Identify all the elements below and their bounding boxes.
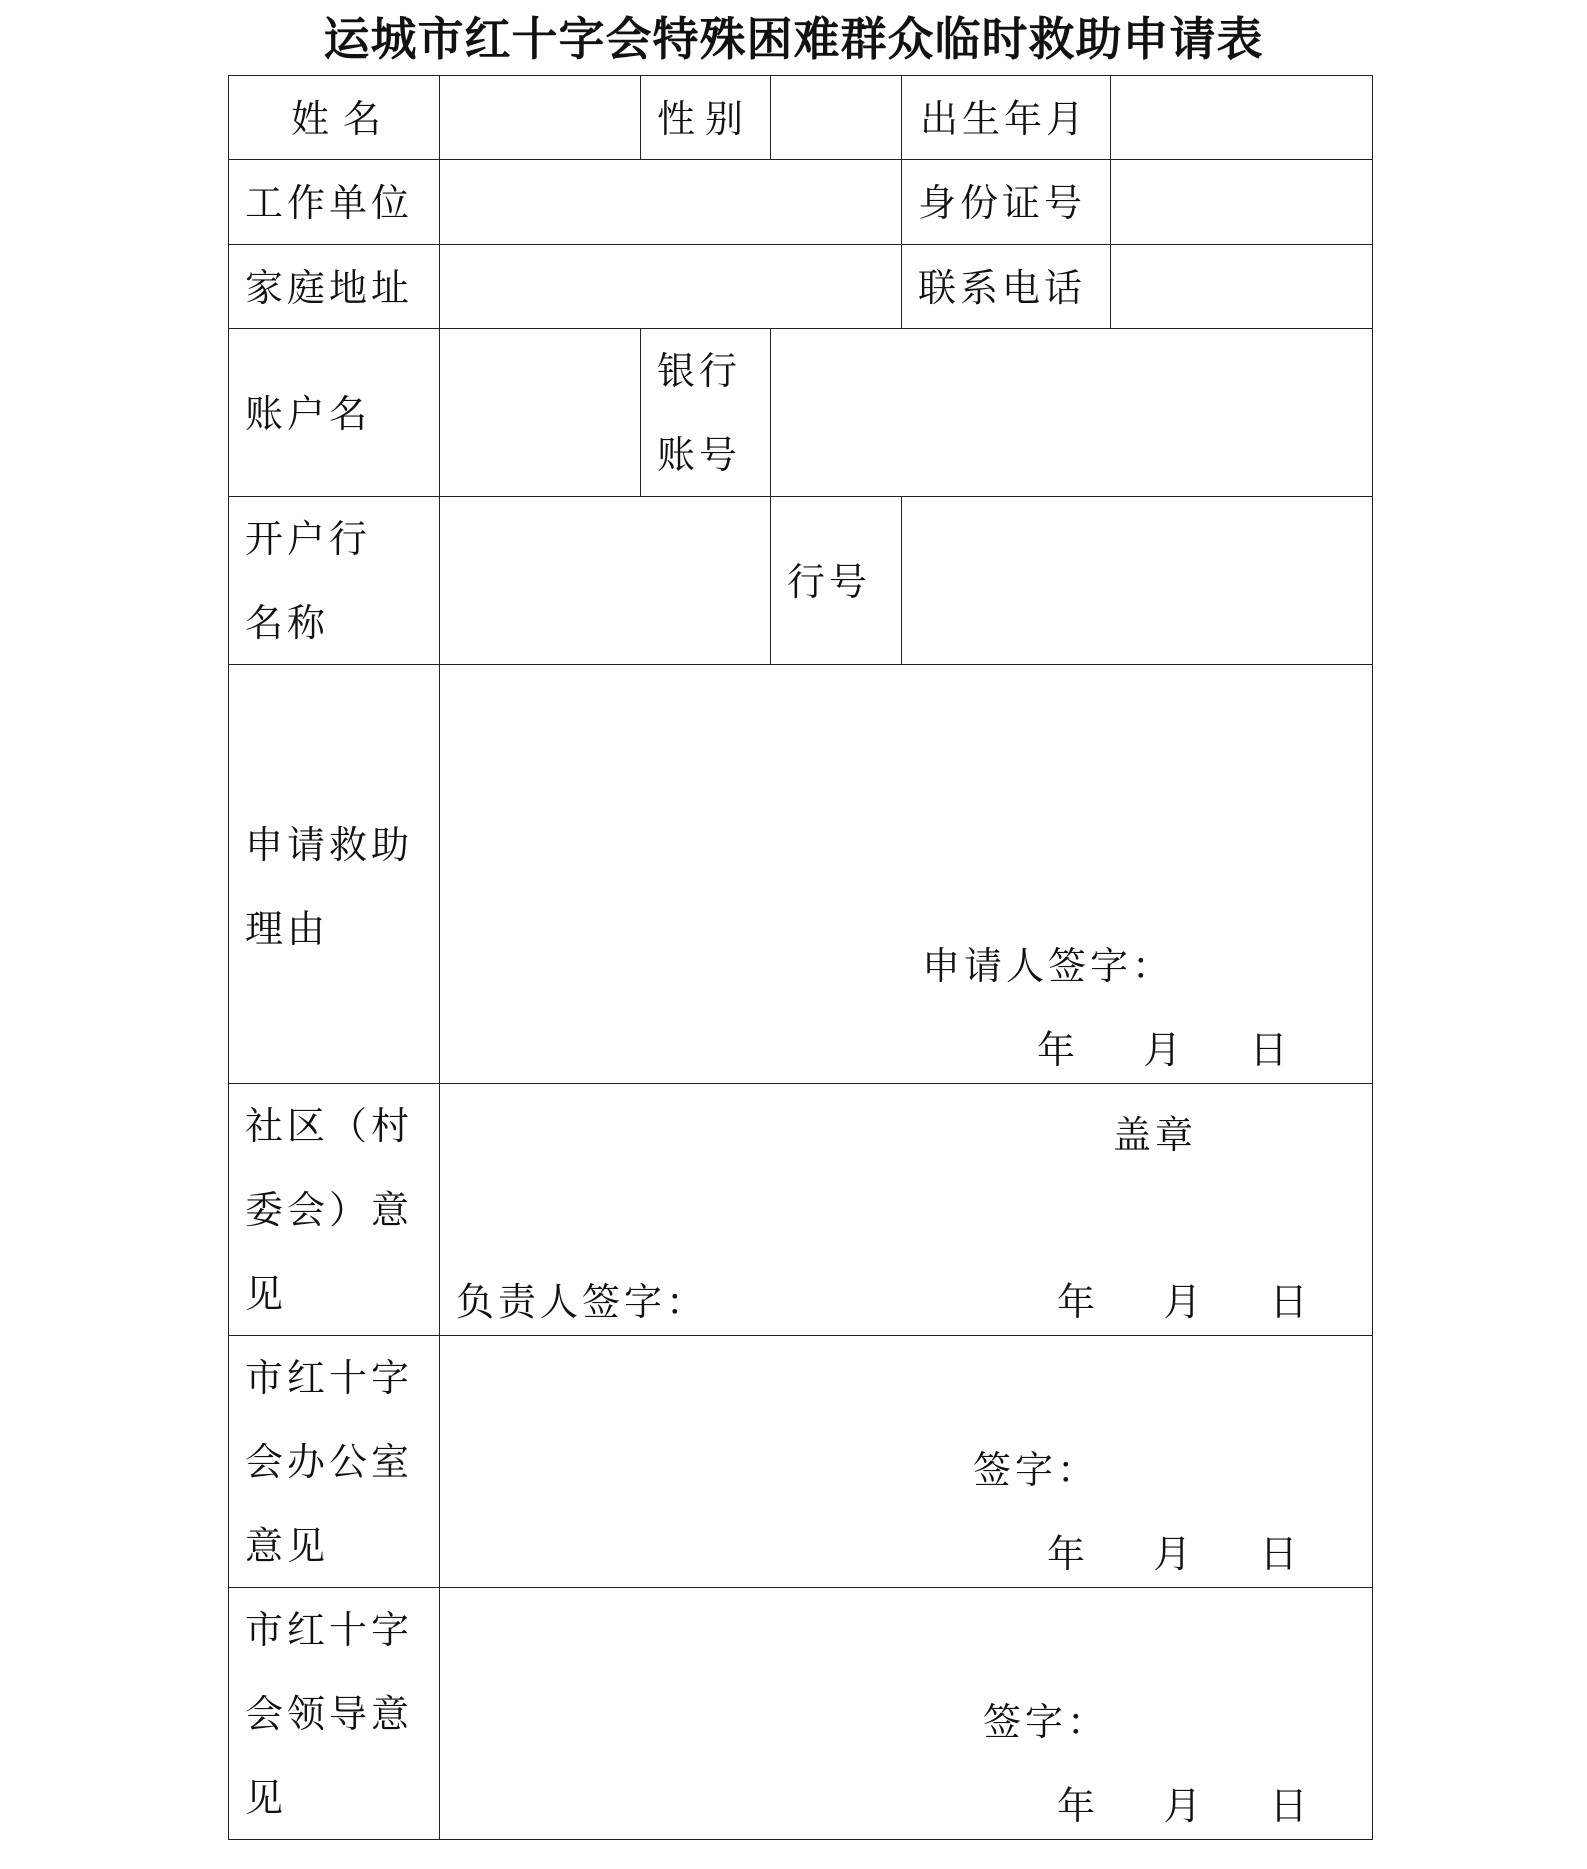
bank-code-label: 行号 bbox=[787, 560, 872, 604]
bank-branch-label bbox=[245, 497, 371, 665]
name-label: 姓名 bbox=[291, 97, 396, 141]
office-sign-label: 签字： bbox=[973, 1448, 1100, 1492]
community-input-cell[interactable] bbox=[439, 1083, 1373, 1336]
id-label-cell bbox=[901, 159, 1111, 245]
account-name-input-cell[interactable] bbox=[439, 328, 641, 497]
community-label-cell bbox=[228, 1083, 440, 1336]
community-label-line: 社区（村 bbox=[245, 1104, 414, 1148]
community-date: 年 月 日 bbox=[1057, 1280, 1312, 1324]
gender-label: 性别 bbox=[657, 97, 754, 141]
id-input-cell[interactable] bbox=[1110, 159, 1373, 245]
community-label-line: 委会）意 bbox=[245, 1188, 414, 1232]
leader-label bbox=[245, 1588, 413, 1840]
bank-account-label-cell bbox=[640, 328, 771, 497]
gender-input-cell[interactable] bbox=[770, 75, 902, 160]
account-name-label: 账户名 bbox=[245, 392, 372, 436]
reason-label-cell bbox=[228, 664, 440, 1084]
reason-label-line: 理由 bbox=[245, 907, 330, 951]
bank-code-input-cell[interactable] bbox=[901, 496, 1373, 665]
community-label bbox=[245, 1084, 413, 1336]
birth-label: 出生年月 bbox=[920, 97, 1089, 141]
office-label-line: 市红十字 bbox=[245, 1356, 414, 1400]
leader-input-cell[interactable] bbox=[439, 1587, 1373, 1840]
account-name-label-cell bbox=[228, 328, 440, 497]
office-input-cell[interactable] bbox=[439, 1335, 1373, 1588]
leader-label-line: 会领导意 bbox=[245, 1692, 414, 1736]
reason-label bbox=[245, 803, 413, 971]
phone-input-cell[interactable] bbox=[1110, 244, 1373, 329]
address-label: 家庭地址 bbox=[245, 266, 414, 310]
leader-date: 年 月 日 bbox=[1057, 1784, 1312, 1828]
work-label: 工作单位 bbox=[245, 181, 414, 225]
bank-branch-label-line: 名称 bbox=[245, 601, 330, 645]
gender-label-cell bbox=[640, 75, 771, 160]
bank-account-label bbox=[657, 329, 741, 497]
name-label-cell bbox=[228, 75, 440, 160]
community-sign-label: 负责人签字： bbox=[456, 1280, 709, 1324]
office-label-cell bbox=[228, 1335, 440, 1588]
address-label-cell bbox=[228, 244, 440, 329]
office-label-line: 会办公室 bbox=[245, 1440, 414, 1484]
phone-label: 联系电话 bbox=[918, 266, 1087, 310]
community-label-line: 见 bbox=[245, 1272, 288, 1316]
leader-sign-label: 签字： bbox=[983, 1700, 1110, 1744]
address-input-cell[interactable] bbox=[439, 244, 902, 329]
bank-account-input-cell[interactable] bbox=[770, 328, 1373, 497]
bank-account-label-line: 账号 bbox=[657, 433, 742, 477]
office-label bbox=[245, 1336, 413, 1588]
bank-branch-label-cell bbox=[228, 496, 440, 665]
name-input-cell[interactable] bbox=[439, 75, 641, 160]
applicant-date: 年 月 日 bbox=[1037, 1028, 1292, 1072]
bank-code-label-cell bbox=[770, 496, 902, 665]
birth-label-cell bbox=[901, 75, 1111, 160]
birth-input-cell[interactable] bbox=[1110, 75, 1373, 160]
bank-account-label-line: 银行 bbox=[657, 349, 742, 393]
work-label-cell bbox=[228, 159, 440, 245]
phone-label-cell bbox=[901, 244, 1111, 329]
applicant-sign-label: 申请人签字： bbox=[922, 944, 1175, 988]
work-input-cell[interactable] bbox=[439, 159, 902, 245]
leader-label-line: 见 bbox=[245, 1776, 288, 1820]
bank-branch-input-cell[interactable] bbox=[439, 496, 771, 665]
form-title: 运城市红十字会特殊困难群众临时救助申请表 bbox=[323, 12, 1264, 66]
leader-label-cell bbox=[228, 1587, 440, 1840]
office-label-line: 意见 bbox=[245, 1524, 330, 1568]
office-date: 年 月 日 bbox=[1047, 1532, 1302, 1576]
reason-input-cell[interactable] bbox=[439, 664, 1373, 1084]
reason-label-line: 申请救助 bbox=[245, 823, 414, 867]
community-seal: 盖章 bbox=[1113, 1113, 1198, 1157]
leader-label-line: 市红十字 bbox=[245, 1608, 414, 1652]
bank-branch-label-line: 开户行 bbox=[245, 517, 372, 561]
id-label: 身份证号 bbox=[918, 181, 1087, 225]
